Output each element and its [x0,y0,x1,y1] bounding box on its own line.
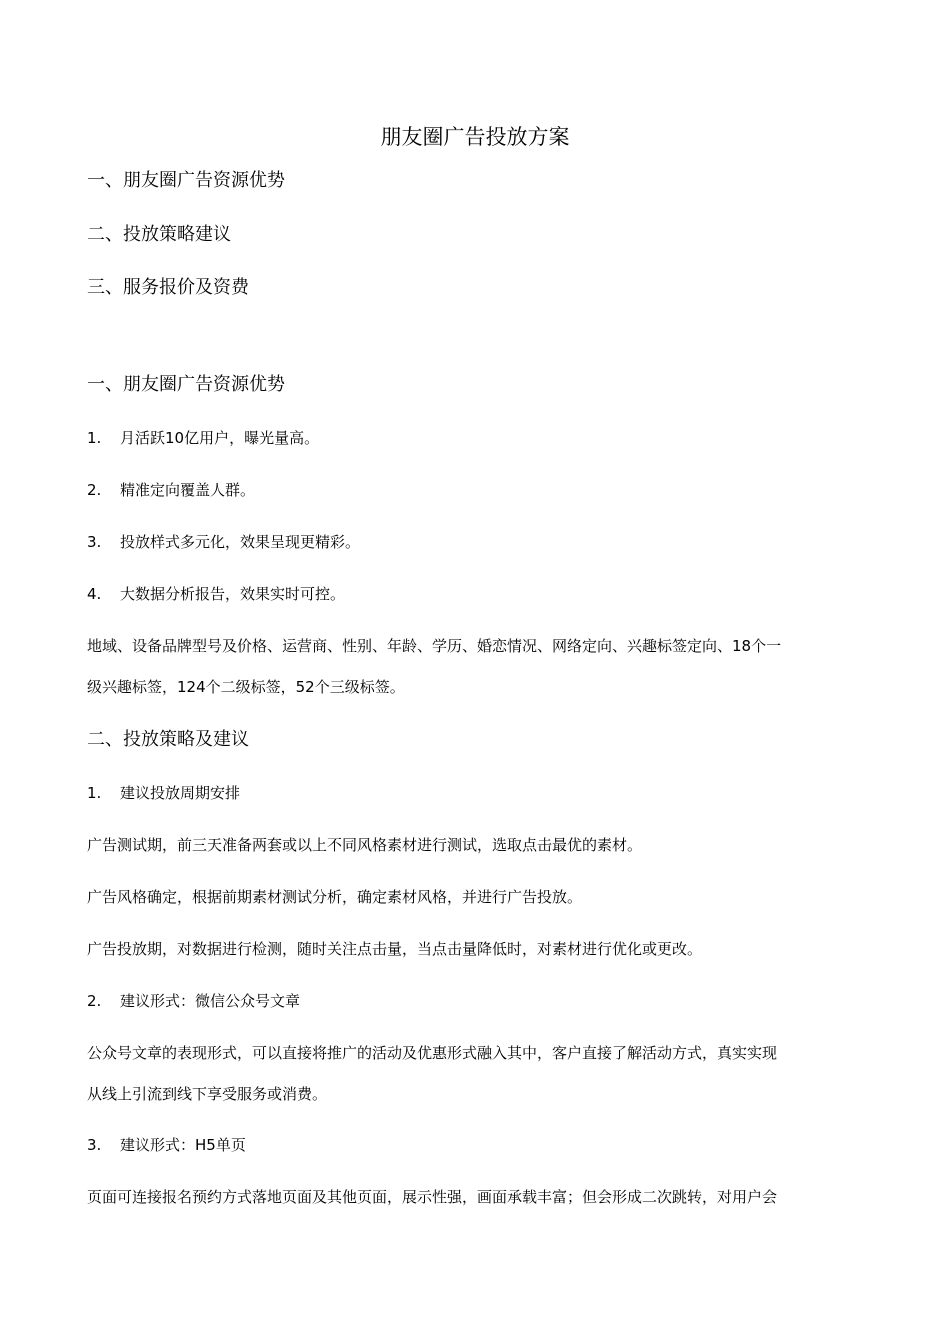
schedule-paragraph: 广告风格确定，根据前期素材测试分析，确定素材风格，并进行广告投放。 [87,888,583,906]
list-text: 大数据分析报告，效果实时可控。 [120,585,346,603]
list-number: 1. [87,429,102,447]
list-number: 2. [87,992,102,1010]
list-text: 建议形式：微信公众号文章 [120,992,301,1010]
toc-item-2: 二、投放策略建议 [87,224,231,245]
list-number: 3. [87,533,102,551]
list-text: 精准定向覆盖人群。 [120,481,256,499]
list-number: 1. [87,784,102,802]
section2-list-item [87,990,300,1012]
list-number: 3. [87,1136,102,1154]
section2-heading: 二、投放策略及建议 [87,729,249,750]
section2-list-item [87,1134,246,1156]
section2-list-item [87,782,240,804]
list-number: 2. [87,481,102,499]
section1-list-item [87,479,255,501]
section1-heading: 一、朋友圈广告资源优势 [87,374,285,395]
list-text: 建议形式：H5单页 [120,1136,246,1154]
list-text: 建议投放周期安排 [120,784,241,802]
section1-list-item [87,583,345,605]
list-number: 4. [87,585,102,603]
article-paragraph-line-2: 从线上引流到线下享受服务或消费。 [87,1085,328,1103]
schedule-paragraph: 广告投放期，对数据进行检测，随时关注点击量，当点击量降低时，对素材进行优化或更改。 [87,940,703,958]
targeting-paragraph-line-1: 地域、设备品牌型号及价格、运营商、性别、年龄、学历、婚恋情况、网络定向、兴趣标签定向、18个一 [87,637,782,655]
section1-list-item [87,427,319,449]
list-text: 月活跃10亿用户，曝光量高。 [120,429,320,447]
list-text: 投放样式多元化，效果呈现更精彩。 [120,533,361,551]
schedule-paragraph: 广告测试期，前三天准备两套或以上不同风格素材进行测试，选取点击最优的素材。 [87,836,643,854]
section1-list-item [87,531,360,553]
toc-item-3: 三、服务报价及资费 [87,277,249,298]
h5-paragraph-line-1: 页面可连接报名预约方式落地页面及其他页面，展示性强，画面承载丰富；但会形成二次跳转，对用户会 [87,1188,778,1206]
toc-item-1: 一、朋友圈广告资源优势 [87,170,285,191]
document-title: 朋友圈广告投放方案 [380,125,570,149]
targeting-paragraph-line-2: 级兴趣标签，124个二级标签，52个三级标签。 [87,678,405,696]
article-paragraph-line-1: 公众号文章的表现形式，可以直接将推广的活动及优惠形式融入其中，客户直接了解活动方式，真实实现 [87,1044,778,1062]
